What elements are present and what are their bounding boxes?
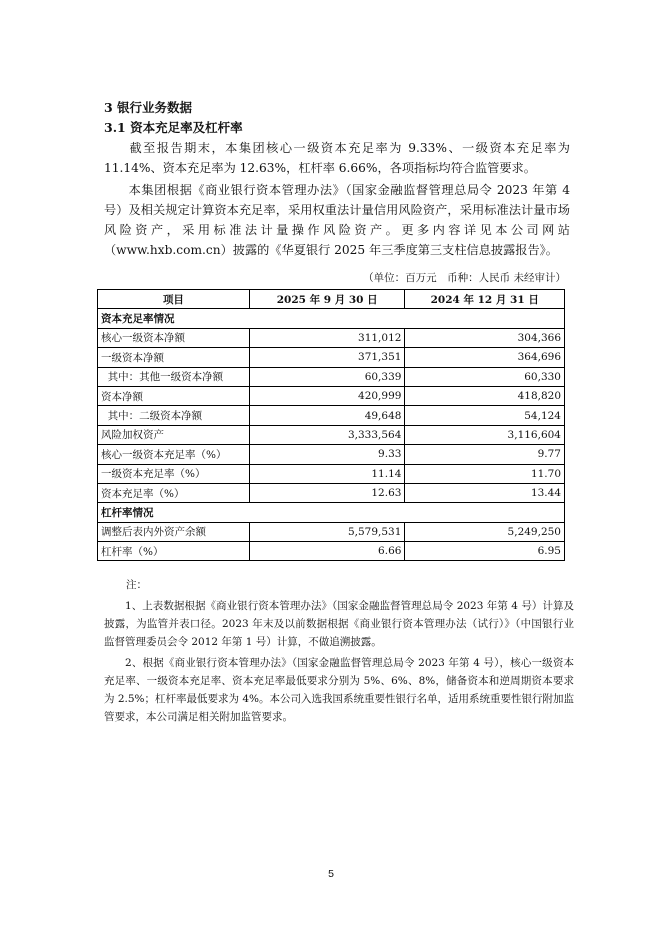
row-value-2025: 11.14 (249, 464, 405, 483)
row-label: 调整后表内外资产余额 (98, 522, 250, 541)
row-value-2025: 3,333,564 (249, 425, 405, 444)
row-label: 杠杆率（%） (98, 542, 250, 561)
paragraph-summary (104, 138, 570, 178)
table-row (98, 445, 565, 464)
table-row (98, 348, 565, 367)
table-row (98, 328, 565, 347)
row-value-2025: 9.33 (249, 445, 405, 464)
row-value-2024: 13.44 (405, 483, 565, 502)
note-1 (104, 597, 574, 651)
table-row (98, 522, 565, 541)
row-value-2025: 60,339 (249, 367, 405, 386)
row-value-2024: 418,820 (405, 386, 565, 405)
row-label: 资本净额 (98, 386, 250, 405)
row-label: 核心一级资本充足率（%） (98, 445, 250, 464)
section-leverage: 杠杆率情况 (98, 503, 565, 522)
row-value-2024: 54,124 (405, 406, 565, 425)
capital-adequacy-table (97, 289, 565, 561)
table-row (98, 483, 565, 502)
paragraph-summary-text: 截至报告期末，本集团核心一级资本充足率为 9.33%、一级资本充足率为 11.14%、资本充足率为 12.63%，杠杆率 6.66%，各项指标均符合监管要求。 (104, 141, 570, 175)
row-value-2024: 3,116,604 (405, 425, 565, 444)
row-label: 其中：其他一级资本净额 (98, 367, 250, 386)
page-number: 5 (328, 868, 334, 880)
row-label: 一级资本净额 (98, 348, 250, 367)
notes-title: 注： (126, 579, 147, 591)
row-value-2025: 420,999 (249, 386, 405, 405)
subsection-heading: 3.1 资本充足率及杠杆率 (104, 120, 243, 135)
row-value-2024: 9.77 (405, 445, 565, 464)
section-heading: 3 银行业务数据 (104, 100, 193, 115)
row-value-2025: 6.66 (249, 542, 405, 561)
table-section-row (98, 309, 565, 328)
table-header-row (98, 290, 565, 309)
table-row (98, 425, 565, 444)
header-2025: 2025 年 9 月 30 日 (249, 290, 405, 309)
table-row (98, 406, 565, 425)
note-2-text: 2、根据《商业银行资本管理办法》（国家金融监督管理总局令 2023 年第 4 号），核心一级资本充足率、一级资本充足率、资本充足率最低要求分别为 5%、6%、8%，储备资本和逆周期资本要求为 2.5%；杠杆率最低要求为 4%。本公司入选我国系统重要性银行名单，适用系统重要性银行附加监管要求，本公司满足相关附加监管要求。 (104, 657, 575, 723)
row-label: 一级资本充足率（%） (98, 464, 250, 483)
row-value-2025: 311,012 (249, 328, 405, 347)
section-capital-adequacy: 资本充足率情况 (98, 309, 565, 328)
table-row (98, 542, 565, 561)
table-row (98, 464, 565, 483)
header-2024: 2024 年 12 月 31 日 (405, 290, 565, 309)
row-value-2024: 6.95 (405, 542, 565, 561)
row-label: 资本充足率（%） (98, 483, 250, 502)
row-value-2025: 5,579,531 (249, 522, 405, 541)
row-value-2024: 5,249,250 (405, 522, 565, 541)
note-1-text: 1、上表数据根据《商业银行资本管理办法》（国家金融监督管理总局令 2023 年第 4 号）计算及披露，为监管并表口径。2023 年末及以前数据根据《商业银行资本管理办法（试行）》（中国银行业监督管理委员会令 2012 年第 1 号）计算，不做追溯披露。 (104, 600, 574, 648)
row-value-2025: 49,648 (249, 406, 405, 425)
paragraph-methodology (104, 180, 570, 260)
paragraph-methodology-text: 本集团根据《商业银行资本管理办法》（国家金融监督管理总局令 2023 年第 4 号）及相关规定计算资本充足率，采用权重法计量信用风险资产，采用标准法计量市场风险资产，采用标准法计量操作风险资产。更多内容详见本公司网站（www.hxb.com.cn）披露的《华夏银行 2025 年三季度第三支柱信息披露报告》。 (104, 183, 570, 257)
row-value-2024: 60,330 (405, 367, 565, 386)
row-value-2024: 11.70 (405, 464, 565, 483)
row-value-2024: 304,366 (405, 328, 565, 347)
note-2 (104, 654, 574, 726)
header-item: 项目 (98, 290, 250, 309)
row-value-2025: 371,351 (249, 348, 405, 367)
row-label: 核心一级资本净额 (98, 328, 250, 347)
row-label: 其中：二级资本净额 (98, 406, 250, 425)
row-value-2024: 364,696 (405, 348, 565, 367)
table-row (98, 367, 565, 386)
row-label: 风险加权资产 (98, 425, 250, 444)
table-row (98, 386, 565, 405)
table-section-row (98, 503, 565, 522)
unit-note: （单位：百万元 币种：人民币 未经审计） (363, 272, 566, 284)
row-value-2025: 12.63 (249, 483, 405, 502)
